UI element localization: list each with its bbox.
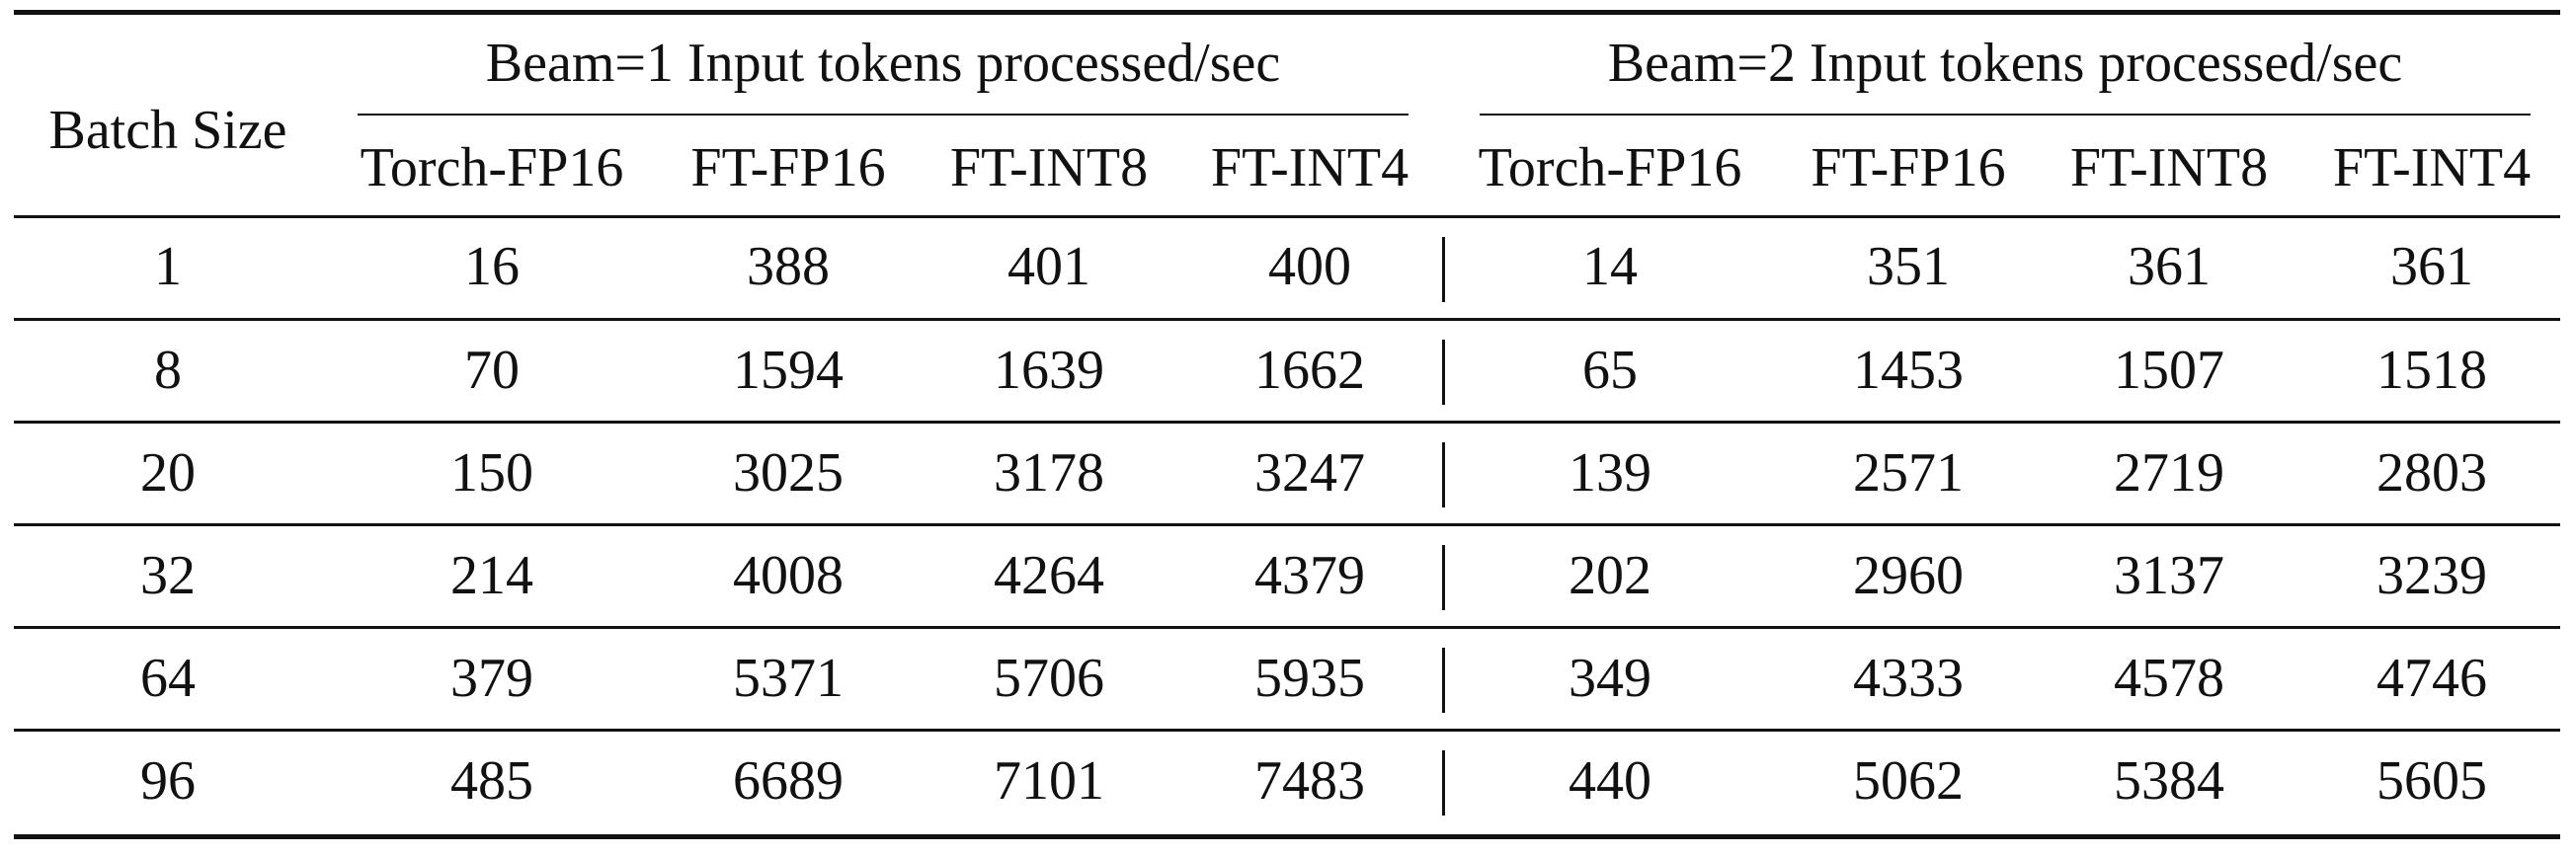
row-rule [14, 523, 2560, 526]
table-cell: 3239 [2376, 545, 2487, 606]
group-header-beam2: Beam=2 Input tokens processed/sec [1607, 33, 2403, 94]
table-cell-batch: 8 [154, 340, 182, 401]
table-cell: 388 [747, 236, 830, 297]
table-cell: 214 [450, 545, 533, 606]
table-cell: 400 [1268, 236, 1351, 297]
table-cell: 3025 [733, 442, 844, 504]
group-header-beam1: Beam=1 Input tokens processed/sec [485, 33, 1281, 94]
table-cell: 5605 [2376, 750, 2487, 812]
table-cell: 202 [1569, 545, 1651, 606]
table-cell: 4264 [994, 545, 1104, 606]
table-cell: 5706 [994, 648, 1104, 709]
table-cell: 485 [450, 750, 533, 812]
batch-size-header: Batch Size [48, 100, 287, 161]
table-cell: 5062 [1853, 750, 1964, 812]
bottom-rule [14, 834, 2560, 839]
table-cell: 150 [450, 442, 533, 504]
col-header-ft-int8-beam1: FT-INT8 [949, 137, 1149, 198]
table-cell: 139 [1569, 442, 1651, 504]
table-cell-batch: 64 [140, 648, 196, 709]
col-header-torch-fp16-beam2: Torch-FP16 [1478, 137, 1742, 198]
table-cell: 401 [1007, 236, 1090, 297]
table-cell: 3137 [2114, 545, 2224, 606]
row-rule [14, 729, 2560, 732]
row-rule [14, 421, 2560, 424]
table-cell: 5935 [1254, 648, 1365, 709]
table-cell: 3247 [1254, 442, 1365, 504]
group-rule-beam2 [1480, 114, 2531, 116]
col-header-ft-int8-beam2: FT-INT8 [2069, 137, 2269, 198]
table-cell: 1639 [994, 340, 1104, 401]
table-cell: 1507 [2114, 340, 2224, 401]
column-separator [1442, 545, 1445, 610]
table-cell-batch: 20 [140, 442, 196, 504]
col-header-ft-int4-beam2: FT-INT4 [2332, 137, 2532, 198]
column-separator [1442, 442, 1445, 507]
column-separator [1442, 750, 1445, 816]
table-cell: 7101 [994, 750, 1104, 812]
table-cell: 2960 [1853, 545, 1964, 606]
table-cell: 4379 [1254, 545, 1365, 606]
col-header-ft-fp16-beam1: FT-FP16 [690, 137, 886, 198]
table-cell: 351 [1867, 236, 1950, 297]
column-separator [1442, 648, 1445, 713]
column-separator [1442, 237, 1445, 302]
table-cell: 2571 [1853, 442, 1964, 504]
table-cell: 1594 [733, 340, 844, 401]
table-cell-batch: 96 [140, 750, 196, 812]
group-rule-beam1 [358, 114, 1409, 116]
row-rule [14, 626, 2560, 629]
table-cell: 349 [1569, 648, 1651, 709]
col-header-ft-fp16-beam2: FT-FP16 [1811, 137, 2006, 198]
table-cell: 1662 [1254, 340, 1365, 401]
row-rule [14, 318, 2560, 321]
table-cell: 361 [2390, 236, 2473, 297]
table-cell: 440 [1569, 750, 1651, 812]
table-cell: 70 [464, 340, 520, 401]
table-cell: 2803 [2376, 442, 2487, 504]
table-cell: 1453 [1853, 340, 1964, 401]
table-cell: 16 [464, 236, 520, 297]
col-header-torch-fp16-beam1: Torch-FP16 [360, 137, 624, 198]
table-cell-batch: 32 [140, 545, 196, 606]
table-cell: 14 [1582, 236, 1638, 297]
table-cell: 379 [450, 648, 533, 709]
table-cell: 4008 [733, 545, 844, 606]
table-cell: 5384 [2114, 750, 2224, 812]
table-cell: 3178 [994, 442, 1104, 504]
table-cell: 2719 [2114, 442, 2224, 504]
table-cell-batch: 1 [154, 236, 182, 297]
table-cell: 5371 [733, 648, 844, 709]
table-cell: 65 [1582, 340, 1638, 401]
table-cell: 4578 [2114, 648, 2224, 709]
header-rule [14, 215, 2560, 218]
top-rule [14, 10, 2560, 15]
table-cell: 7483 [1254, 750, 1365, 812]
table-cell: 4746 [2376, 648, 2487, 709]
table-cell: 1518 [2376, 340, 2487, 401]
table-cell: 6689 [733, 750, 844, 812]
table-cell: 361 [2128, 236, 2211, 297]
table-cell: 4333 [1853, 648, 1964, 709]
col-header-ft-int4-beam1: FT-INT4 [1210, 137, 1409, 198]
column-separator [1442, 340, 1445, 405]
